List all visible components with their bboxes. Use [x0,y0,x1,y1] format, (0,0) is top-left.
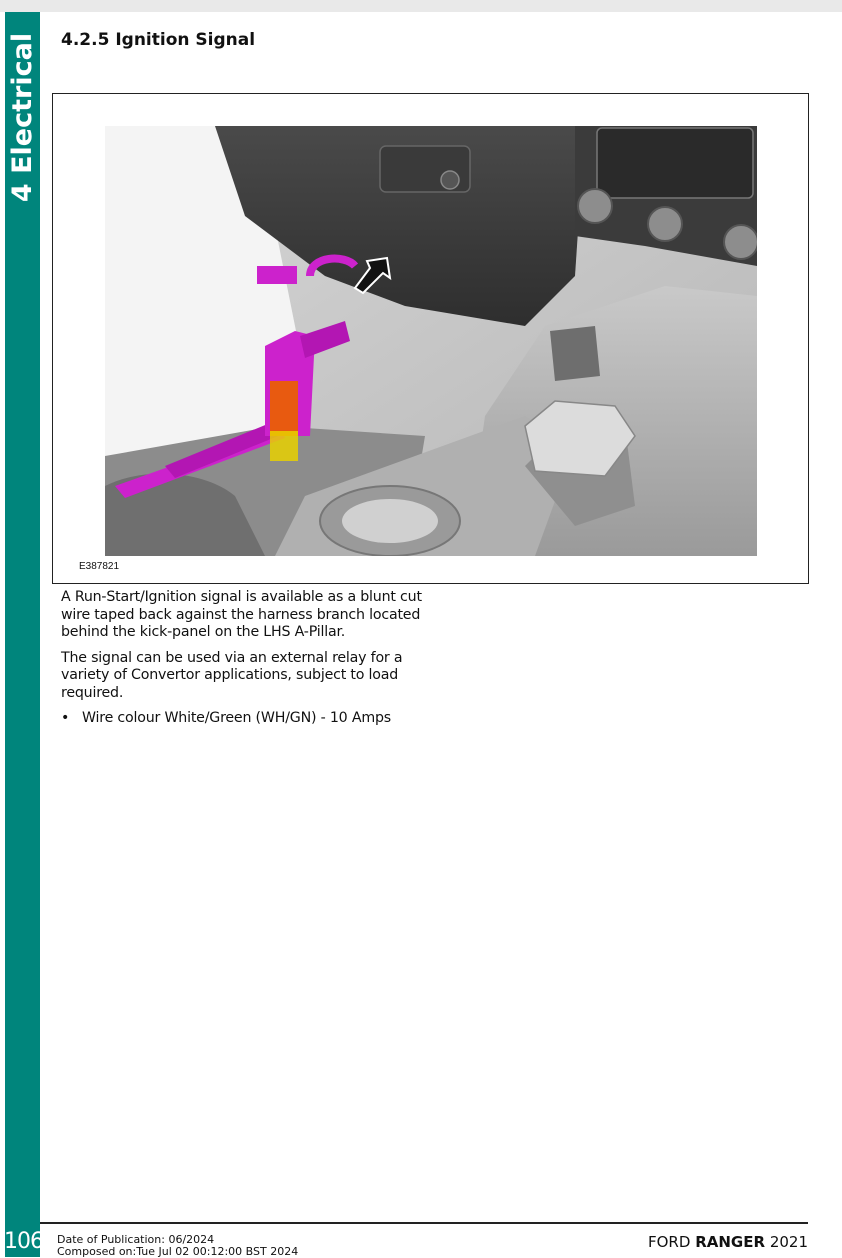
publication-date: Date of Publication: 06/2024 [57,1233,215,1246]
figure-id: E387821 [79,561,120,572]
page-top-strip [0,0,842,12]
bullet-item [61,710,441,728]
chapter-side-tab [5,12,40,1257]
paragraph-2: The signal can be used via an external relay for a variety of Convertor applications, subject to load required. [61,649,403,701]
wire-location-marker [270,381,298,436]
bullet-list [61,710,441,728]
page-number: 106 [4,1229,43,1254]
brand-prefix: FORD [648,1233,691,1251]
chapter-label: 4 Electrical [7,32,39,202]
figure-frame [52,93,809,584]
paragraph-1: A Run-Start/Ignition signal is available as a blunt cut wire taped back against the harness branch located behind the kick-panel on the LHS A-Pillar. [61,589,422,640]
bullet-dot-icon: • [61,710,70,726]
section-title: 4.2.5 Ignition Signal [61,30,256,50]
footer-rule [40,1222,808,1224]
ignition-wire-illustration [105,126,757,556]
brand-model: RANGER [695,1233,766,1251]
brand-label [648,1233,808,1251]
body-text [61,589,441,728]
brand-year: 2021 [769,1233,808,1251]
footer-dates [57,1234,298,1258]
composed-date: Composed on:Tue Jul 02 00:12:00 BST 2024 [57,1245,299,1258]
bullet-text: Wire colour White/Green (WH/GN) - 10 Amps [82,710,391,726]
